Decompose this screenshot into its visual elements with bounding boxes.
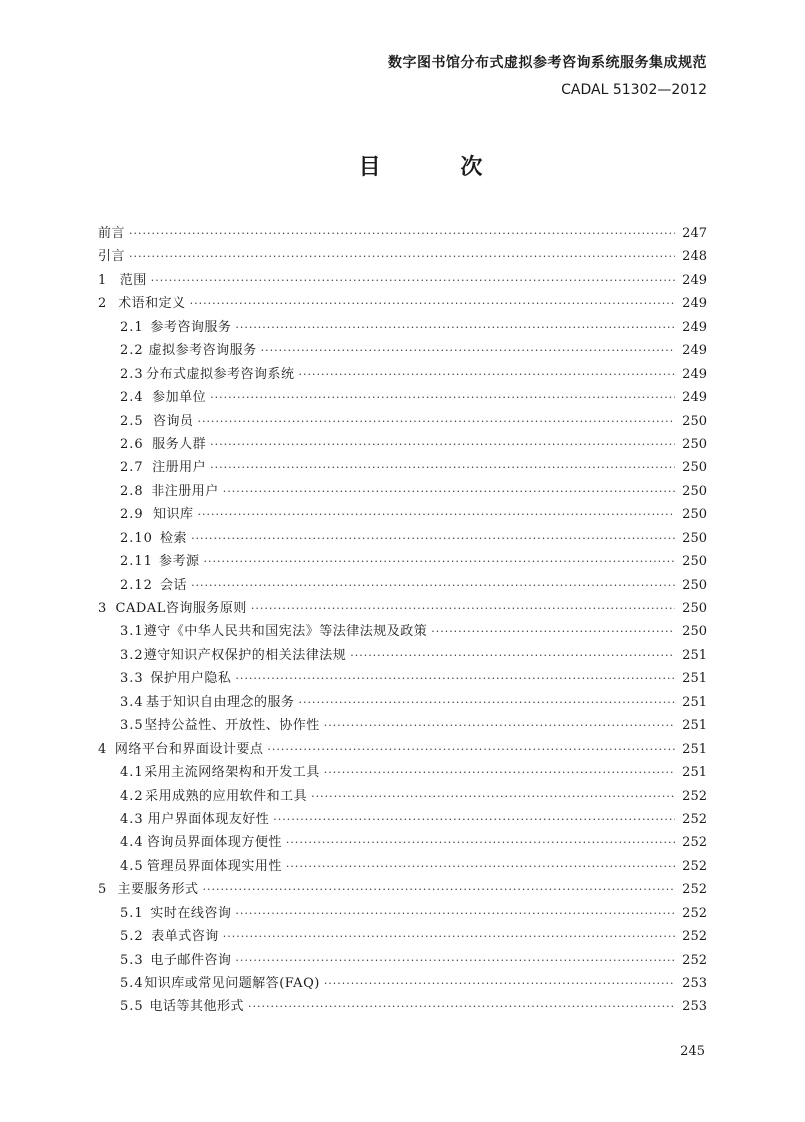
- toc-dot-leader: [235, 316, 675, 339]
- toc-entry-number: 2.1: [120, 319, 144, 335]
- toc-entry-title: 采用主流网络架构和开发工具: [144, 765, 320, 781]
- toc-entry-page: 250: [682, 601, 707, 616]
- toc-entry-title: 坚持公益性、开放性、协作性: [144, 718, 320, 734]
- toc-entry-number: 4.5: [120, 858, 144, 874]
- toc-entry-page: 249: [682, 296, 707, 312]
- toc-entry-number: 4.4: [120, 835, 144, 851]
- toc-dot-leader: [197, 503, 675, 526]
- toc-entry-number: 5: [98, 882, 107, 898]
- toc-entry-page: 250: [682, 413, 707, 429]
- toc-entry-page: 250: [682, 483, 707, 499]
- toc-entry-title: 管理员界面体现实用性: [146, 858, 282, 874]
- toc-entry-page: 251: [682, 718, 707, 734]
- toc-dot-leader: [223, 480, 675, 503]
- toc-entry-number: 3.2: [120, 647, 144, 663]
- toc-dot-leader: [151, 269, 675, 292]
- toc-entry-title: 基于知识自由理念的服务: [145, 694, 295, 710]
- toc-entry-number: 3.5: [120, 718, 144, 734]
- toc-dot-leader: [235, 902, 675, 925]
- toc-dot-leader: [204, 550, 675, 573]
- toc-entry-number: 5.4: [120, 976, 144, 991]
- toc-entry[interactable]: [98, 269, 707, 292]
- toc-dot-leader: [298, 691, 675, 714]
- toc-dot-leader: [223, 925, 675, 948]
- toc-entry[interactable]: [98, 925, 707, 948]
- toc-entry-title: 会话: [160, 577, 188, 593]
- toc-entry-number: 5.3: [120, 952, 144, 968]
- toc-entry[interactable]: [98, 620, 707, 643]
- toc-entry[interactable]: [98, 831, 707, 854]
- toc-entry-page: 250: [682, 460, 707, 476]
- toc-dot-leader: [298, 363, 675, 386]
- toc-entry-number: 5.5: [120, 999, 144, 1015]
- toc-entry-title: 前言: [98, 226, 126, 241]
- toc-dot-leader: [273, 808, 675, 831]
- toc-entry-title: 电话等其他形式: [149, 999, 244, 1015]
- toc-dot-leader: [324, 761, 675, 784]
- toc-entry-number: 2.7: [120, 460, 144, 476]
- toc-dot-leader: [261, 339, 675, 362]
- toc-entry-title: 参加单位: [152, 390, 207, 406]
- toc-dot-leader: [210, 386, 675, 409]
- toc-entry[interactable]: [98, 456, 707, 479]
- toc-dot-leader: [267, 738, 675, 761]
- toc-entry-number: 2.6: [120, 436, 144, 452]
- toc-entry-title: 参考咨询服务: [150, 319, 232, 335]
- toc-entry[interactable]: [98, 808, 707, 831]
- toc-entry-title: 主要服务形式: [117, 882, 199, 898]
- toc-entry-title: 咨询员: [152, 413, 194, 429]
- toc-entry[interactable]: [98, 316, 707, 339]
- toc-entry-page: 251: [682, 647, 707, 663]
- toc-dot-leader: [235, 667, 675, 690]
- toc-entry-title: 虚拟参考咨询服务: [148, 343, 257, 359]
- toc-entry-page: 251: [682, 765, 707, 781]
- toc-entry-number: 3.1: [120, 624, 144, 640]
- toc-entry[interactable]: [98, 433, 707, 456]
- toc-dot-leader: [197, 410, 675, 433]
- toc-entry-page: 250: [682, 624, 707, 640]
- toc-entry-page: 250: [682, 436, 707, 452]
- toc-dot-leader: [286, 831, 675, 854]
- toc-entry-title: 保护用户隐私: [150, 671, 232, 687]
- toc-entry[interactable]: [98, 691, 707, 714]
- toc-entry-page: 249: [682, 343, 707, 359]
- toc-dot-leader: [191, 574, 675, 597]
- toc-entry-title: 遵守知识产权保护的相关法律法规: [143, 647, 347, 663]
- toc-dot-leader: [431, 620, 675, 643]
- toc-entry-number: 3: [98, 601, 107, 616]
- toc-entry-title: 范围: [119, 272, 147, 288]
- toc-entry-page: 253: [682, 976, 707, 991]
- toc-entry-number: 2.9: [120, 507, 144, 523]
- toc-entry[interactable]: [98, 995, 707, 1018]
- toc-entry-page: 251: [682, 694, 707, 710]
- toc-entry-page: 250: [682, 577, 707, 593]
- standard-title: 数字图书馆分布式虚拟参考咨询系统服务集成规范: [388, 55, 707, 71]
- toc-entry[interactable]: [98, 855, 707, 878]
- toc-entry-number: 4.1: [120, 765, 144, 781]
- toc-entry-number: 2.5: [120, 413, 144, 429]
- toc-entry-title: 术语和定义: [118, 296, 186, 312]
- toc-entry[interactable]: [98, 597, 707, 620]
- document-header: [388, 52, 707, 98]
- toc-entry[interactable]: [98, 527, 707, 550]
- toc-entry-number: 5.1: [120, 905, 144, 921]
- toc-dot-leader: [324, 972, 675, 995]
- toc-entry-number: 2.11: [120, 554, 153, 570]
- toc-dot-leader: [311, 785, 675, 808]
- toc-entry-number: 2.8: [120, 483, 144, 499]
- toc-entry[interactable]: [98, 761, 707, 784]
- toc-entry-page: 249: [682, 319, 707, 335]
- toc-entry-number: 4: [98, 741, 107, 757]
- standard-code: CADAL 51302—2012: [561, 82, 707, 98]
- toc-entry-page: 252: [682, 882, 707, 898]
- toc-entry-number: 3.3: [120, 671, 144, 687]
- toc-entry[interactable]: [98, 644, 707, 667]
- toc-entry-title: 注册用户: [152, 460, 207, 476]
- toc-entry-page: 250: [682, 554, 707, 570]
- toc-entry-number: 1: [98, 272, 107, 288]
- toc-entry[interactable]: [98, 245, 707, 268]
- toc-entry-page: 249: [682, 272, 707, 288]
- toc-entry-title: 引言: [98, 249, 126, 265]
- toc-dot-leader: [210, 456, 675, 479]
- toc-entry-number: 2.3: [120, 366, 144, 382]
- toc-entry[interactable]: [98, 902, 707, 925]
- toc-entry[interactable]: [98, 292, 707, 315]
- toc-entry[interactable]: [98, 363, 707, 386]
- toc-dot-leader: [129, 222, 675, 245]
- toc-entry-page: 252: [682, 929, 707, 945]
- toc-entry-number: 2.4: [120, 390, 144, 406]
- toc-entry-title: 采用成熟的应用软件和工具: [145, 788, 308, 804]
- toc-entry-number: 4.2: [120, 788, 144, 804]
- toc-entry-title: 咨询员界面体现方便性: [146, 835, 282, 851]
- toc-entry-page: 250: [682, 507, 707, 523]
- toc-entry-page: 252: [682, 835, 707, 851]
- toc-entry-number: 5.2: [120, 929, 144, 945]
- toc-entry[interactable]: [98, 480, 707, 503]
- toc-entry-page: 252: [682, 905, 707, 921]
- toc-entry-page: 250: [682, 530, 707, 546]
- toc-entry[interactable]: [98, 949, 707, 972]
- toc-entry[interactable]: [98, 574, 707, 597]
- toc-entry[interactable]: [98, 222, 707, 245]
- toc-entry-page: 251: [682, 741, 707, 757]
- toc-entry-number: 4.3: [120, 811, 144, 827]
- page-number: 245: [680, 1044, 705, 1059]
- toc-entry-number: 2.2: [120, 343, 144, 359]
- toc-dot-leader: [286, 855, 675, 878]
- toc-dot-leader: [251, 597, 675, 620]
- toc-entry[interactable]: [98, 972, 707, 995]
- toc-dot-leader: [324, 714, 675, 737]
- toc-entry-number: 2.10: [120, 530, 153, 546]
- toc-entry-title: 网络平台和界面设计要点: [114, 741, 264, 757]
- toc-entry[interactable]: [98, 386, 707, 409]
- toc-entry-title: 实时在线咨询: [150, 905, 232, 921]
- toc-entry[interactable]: [98, 339, 707, 362]
- toc-entry-page: 249: [682, 366, 707, 382]
- toc-entry-page: 252: [682, 952, 707, 968]
- toc-entry-page: 252: [682, 858, 707, 874]
- toc-entry[interactable]: [98, 410, 707, 433]
- toc-entry-title: CADAL咨询服务原则: [115, 601, 247, 616]
- toc-dot-leader: [350, 644, 675, 667]
- toc-entry-title: 非注册用户: [151, 483, 219, 499]
- toc-entry[interactable]: [98, 667, 707, 690]
- toc-entry[interactable]: [98, 550, 707, 573]
- toc-entry[interactable]: [98, 878, 707, 901]
- toc-entry-page: 247: [682, 226, 707, 241]
- toc-dot-leader: [235, 949, 675, 972]
- toc-dot-leader: [129, 245, 675, 268]
- toc-entry[interactable]: [98, 738, 707, 761]
- toc-entry-number: 2: [98, 296, 107, 312]
- toc-entry-title: 知识库或常见问题解答(FAQ): [144, 976, 320, 991]
- toc-dot-leader: [190, 292, 675, 315]
- toc-entry-page: 249: [682, 390, 707, 406]
- toc-entry-title: 知识库: [152, 507, 194, 523]
- table-of-contents: [98, 222, 707, 1019]
- toc-entry-title: 用户界面体现友好性: [147, 811, 270, 827]
- toc-entry-number: 2.12: [120, 577, 153, 593]
- toc-entry-title: 表单式咨询: [151, 929, 219, 945]
- toc-entry[interactable]: [98, 714, 707, 737]
- toc-entry[interactable]: [98, 785, 707, 808]
- toc-entry-title: 遵守《中华人民共和国宪法》等法律法规及政策: [143, 624, 428, 640]
- toc-entry-page: 248: [682, 249, 707, 265]
- toc-dot-leader: [248, 995, 675, 1018]
- toc-dot-leader: [191, 527, 675, 550]
- toc-entry-title: 电子邮件咨询: [150, 952, 232, 968]
- toc-entry-number: 3.4: [120, 694, 144, 710]
- toc-entry-title: 参考源: [159, 554, 200, 570]
- toc-entry-page: 253: [682, 999, 707, 1015]
- toc-entry-title: 分布式虚拟参考咨询系统: [145, 366, 295, 382]
- toc-entry-title: 检索: [160, 530, 188, 546]
- toc-dot-leader: [203, 878, 675, 901]
- toc-entry-page: 252: [682, 811, 707, 827]
- toc-entry-page: 252: [682, 788, 707, 804]
- toc-entry-page: 251: [682, 671, 707, 687]
- toc-entry[interactable]: [98, 503, 707, 526]
- toc-entry-title: 服务人群: [152, 436, 207, 452]
- toc-dot-leader: [210, 433, 675, 456]
- page-title: 目 次: [358, 155, 519, 180]
